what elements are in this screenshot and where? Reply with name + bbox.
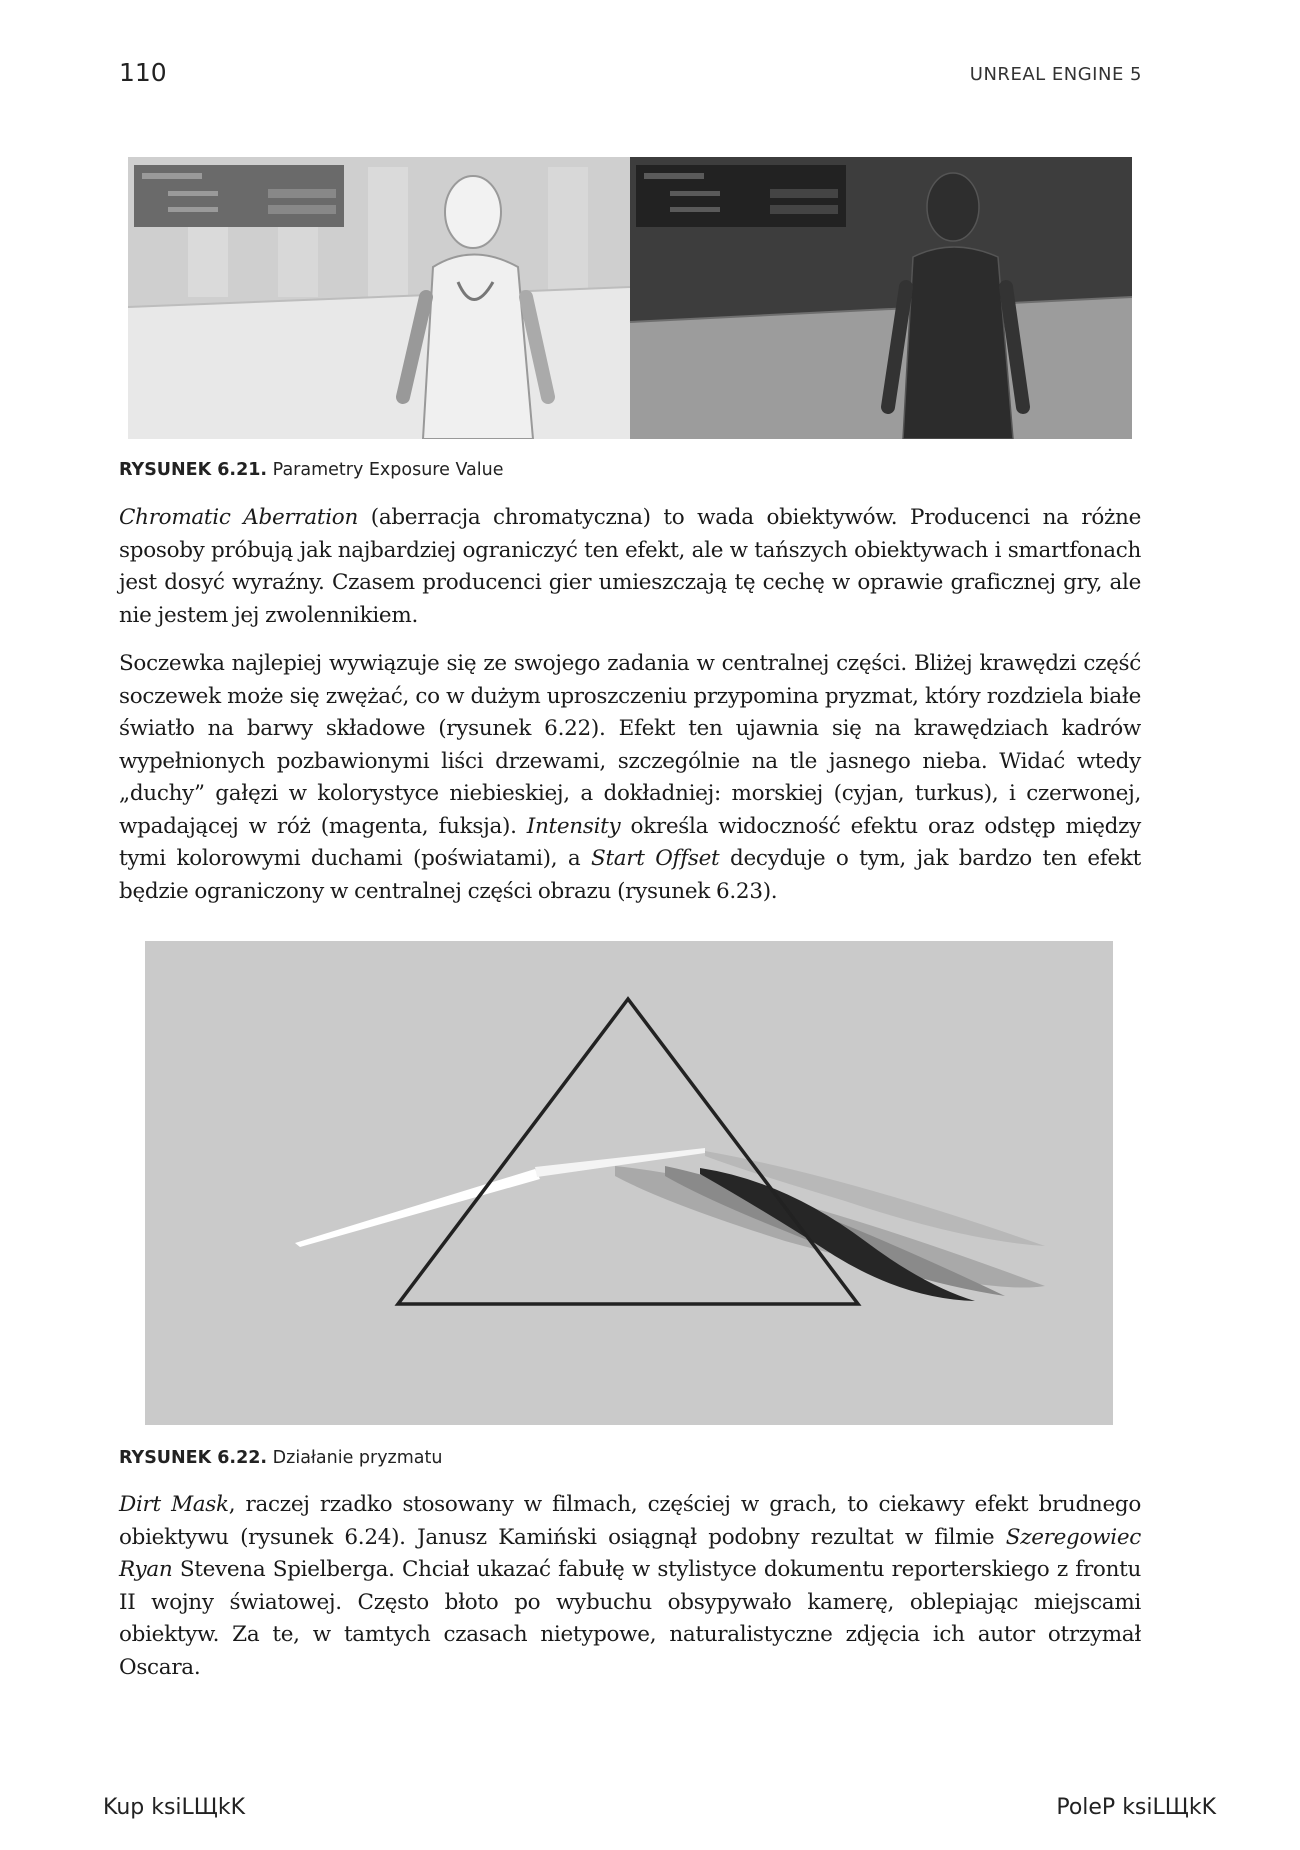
figure-caption-6-21	[119, 460, 504, 480]
caption-number: RYSUNEK 6.22.	[119, 1448, 268, 1468]
paragraph-dirt-mask	[119, 1489, 1141, 1684]
film-title: Szeregowiec Ryan	[119, 1524, 1141, 1582]
term-chromatic-aberration: Chromatic Aberration	[119, 505, 359, 530]
bright-exposure-panel	[128, 157, 630, 439]
running-head: UNREAL ENGINE 5	[969, 64, 1142, 85]
exposure-value-figure	[128, 157, 1132, 439]
term-dirt-mask: Dirt Mask	[119, 1492, 229, 1517]
term-start-offset: Start Offset	[591, 846, 720, 871]
paragraph-text: Stevena Spielberga. Chciał ukazać fabułę w stylistyce dokumentu reporterskiego z frontu II wojny światowej. Często błoto po wybuchu obsypywało kamerę, oblepiając miejscami obiektyw. Za te, w tamtych czasach nietypowe, naturalistyczne zdjęcia ich autor otrzymał Oscara.	[119, 1557, 1141, 1680]
paragraph-text: decyduje o tym, jak bardzo ten efekt będzie ograniczony w centralnej części obrazu (rysunek 6.23).	[119, 846, 1141, 904]
prism-figure	[145, 941, 1113, 1425]
footer-buy-book-link[interactable]: Kup ksiLЩkK	[103, 1795, 246, 1820]
footer-recommend-book-link[interactable]: PoleP ksiLЩkK	[1056, 1795, 1216, 1820]
caption-number: RYSUNEK 6.21.	[119, 460, 268, 480]
paragraph-lens	[119, 648, 1141, 908]
caption-text: Działanie pryzmatu	[272, 1448, 443, 1468]
term-intensity: Intensity	[526, 813, 621, 839]
paragraph-chromatic-aberration	[119, 502, 1141, 632]
dark-exposure-panel	[630, 157, 1132, 439]
paragraph-text: (aberracja chromatyczna) to wada obiektywów. Producenci na różne sposoby próbują jak najbardziej ograniczyć ten efekt, ale w tańszych obiektywach i smartfonach jest dosyć wyraźny. Czasem producenci gier umieszczają tę cechę w oprawie graficznej gry, ale nie jestem jej zwolennikiem.	[119, 505, 1141, 628]
paragraph-text: określa widoczność efektu oraz odstęp między tymi kolorowymi duchami (poświatami), a	[119, 813, 1141, 871]
paragraph-text: , raczej rzadko stosowany w filmach, częściej w grach, to ciekawy efekt brudnego obiektywu (rysunek 6.24). Janusz Kamiński osiągnął podobny rezultat w filmie	[119, 1492, 1142, 1550]
figure-caption-6-22	[119, 1448, 442, 1468]
page-number: 110	[119, 58, 167, 87]
caption-text: Parametry Exposure Value	[272, 460, 504, 480]
paragraph-text: Soczewka najlepiej wywiązuje się ze swojego zadania w centralnej części. Bliżej krawędzi część soczewek może się zwężać, co w dużym uproszczeniu przypomina pryzmat, który rozdziela białe światło na barwy składowe (rysunek 6.22). Efekt ten ujawnia się na krawędziach kadrów wypełnionych pozbawionymi liści drzewami, szczególnie na tle jasnego nieba. Widać wtedy „duchy” gałęzi w kolorystyce niebieskiej, a dokładniej: morskiej (cyjan, turkus), i czerwonej, wpadającej w róż (magenta, fuksja).	[119, 651, 1141, 839]
